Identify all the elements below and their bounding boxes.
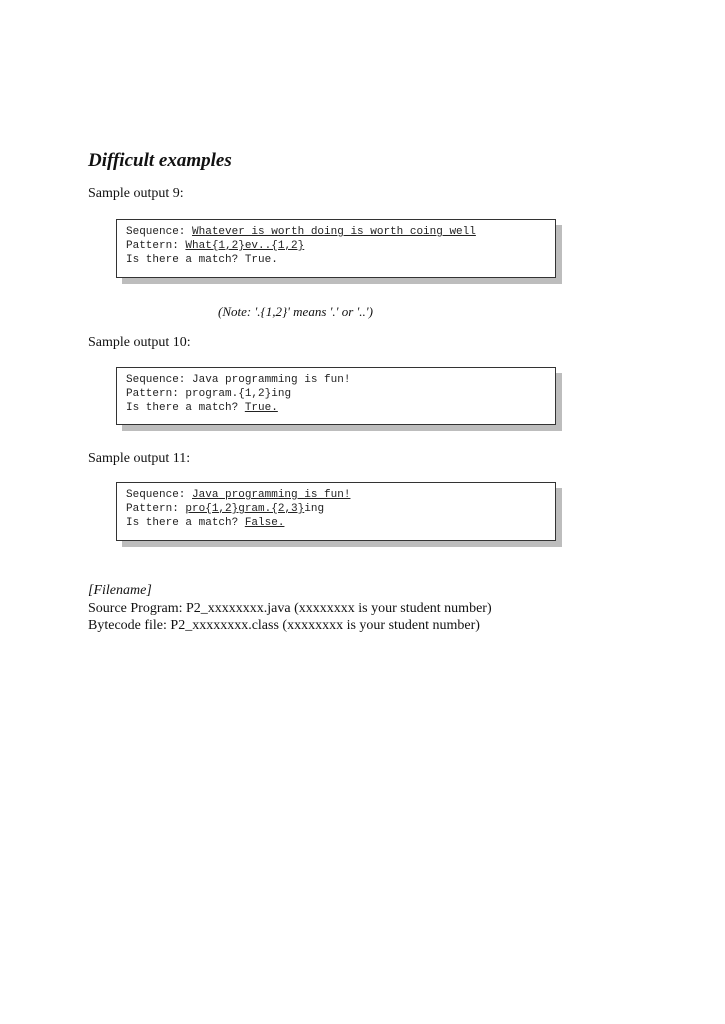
pattern-suffix: ing xyxy=(304,503,325,515)
source-program-line: Source Program: P2_xxxxxxxx.java (xxxxxxxx is your student number) xyxy=(88,601,492,616)
match-prefix: Is there a match? xyxy=(126,402,245,414)
pattern-prefix: Pattern: xyxy=(126,240,186,252)
pattern-prefix: Pattern: xyxy=(126,503,186,515)
sequence-value: Whatever is worth doing is worth coing well xyxy=(192,226,476,238)
match-prefix: Is there a match? xyxy=(126,254,245,266)
match-value: True. xyxy=(244,254,278,266)
pattern-suffix: ing xyxy=(271,388,292,400)
sequence-prefix: Sequence: xyxy=(126,226,193,238)
sample-output-box-9 xyxy=(116,219,556,278)
match-line xyxy=(126,516,546,530)
pattern-prefix: Pattern: xyxy=(126,388,186,400)
match-line xyxy=(126,253,546,267)
sample-label-11: Sample output 11: xyxy=(88,451,191,466)
bytecode-file-line: Bytecode file: P2_xxxxxxxx.class (xxxxxxxx is your student number) xyxy=(88,618,480,633)
sample-label-9: Sample output 9: xyxy=(88,186,184,201)
pattern-value: pro{1,2}gram.{2,3} xyxy=(185,503,305,515)
sequence-prefix: Sequence: xyxy=(126,374,193,386)
pattern-value: What{1,2}ev..{1,2} xyxy=(185,240,305,252)
sequence-value: Java programming is fun! xyxy=(192,489,351,501)
match-prefix: Is there a match? xyxy=(126,517,245,529)
sample-output-box-11 xyxy=(116,482,556,541)
filename-heading: [Filename] xyxy=(88,583,152,598)
match-line xyxy=(126,401,546,415)
pattern-value: program.{1,2} xyxy=(185,388,272,400)
sequence-line xyxy=(126,225,546,239)
sequence-value: Java programming is fun! xyxy=(192,374,351,386)
pattern-line xyxy=(126,502,546,516)
note-text: (Note: '.{1,2}' means '.' or '..') xyxy=(218,304,373,319)
pattern-line xyxy=(126,387,546,401)
match-value: True. xyxy=(244,402,278,414)
section-heading: Difficult examples xyxy=(88,150,232,171)
sequence-prefix: Sequence: xyxy=(126,489,193,501)
pattern-line xyxy=(126,239,546,253)
sequence-line xyxy=(126,488,546,502)
sample-output-box-10 xyxy=(116,367,556,425)
match-value: False. xyxy=(244,517,285,529)
sample-label-10: Sample output 10: xyxy=(88,335,191,350)
sequence-line xyxy=(126,373,546,387)
